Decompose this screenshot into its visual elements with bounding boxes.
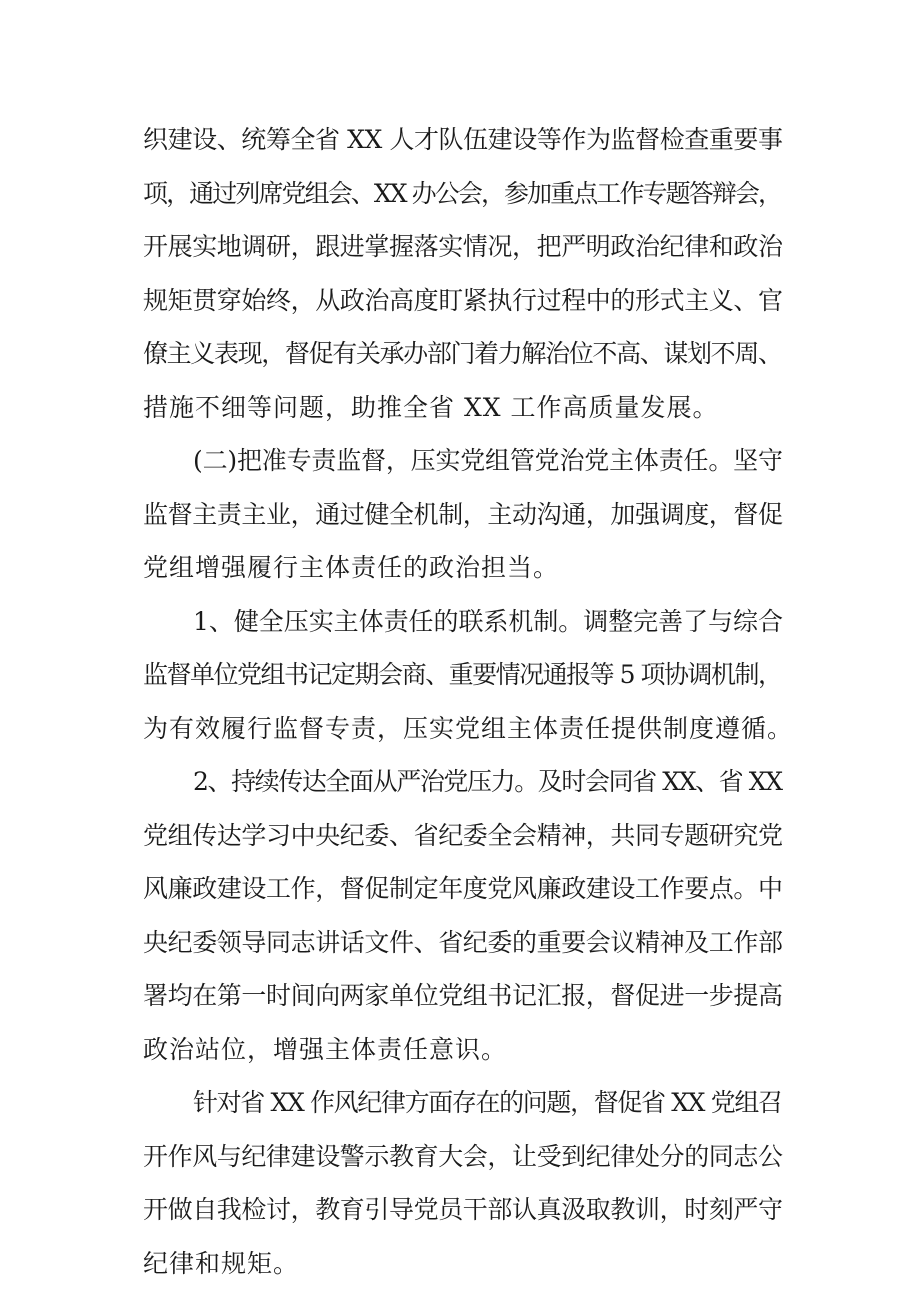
paragraph-line: 风廉政建设工作，督促制定年度党风廉政建设工作要点。中 — [143, 874, 783, 903]
paragraph — [143, 113, 783, 434]
paragraph-line: 署均在第一时间向两家单位党组书记汇报，督促进一步提高 — [143, 981, 783, 1010]
paragraph-line: 央纪委领导同志讲话文件、省纪委的重要会议精神及工作部 — [143, 927, 783, 957]
paragraph-line: 开展实地调研，跟进掌握落实情况，把严明政治纪律和政治 — [143, 232, 783, 261]
paragraph — [143, 595, 794, 756]
paragraph-line: 为有效履行监督专责，压实党组主体责任提供制度遵循。 — [143, 713, 794, 743]
paragraph-line: 规矩贯穿始终，从政治高度盯紧执行过程中的形式主义、官 — [143, 285, 783, 315]
paragraph-line: 项，通过列席党组会、XX 办公会，参加重点工作专题答辩会， — [143, 178, 782, 208]
paragraph — [143, 434, 783, 595]
paragraph — [143, 755, 783, 1076]
paragraph-line: 针对省 XX 作风纪律方面存在的问题，督促省 XX 党组召 — [193, 1088, 782, 1117]
paragraph-line: 政治站位，增强主体责任意识。 — [143, 1034, 508, 1064]
paragraph-line: (二)把准专责监督，压实党组管党治党主体责任。坚守 — [193, 446, 783, 475]
paragraph — [143, 1076, 783, 1290]
paragraph-line: 2、持续传达全面从严治党压力。及时会同省 XX、省 XX — [193, 767, 782, 796]
paragraph-line: 1、健全压实主体责任的联系机制。调整完善了与综合 — [193, 606, 783, 636]
paragraph-line: 织建设、统筹全省 XX 人才队伍建设等作为监督检查重要事 — [143, 125, 783, 154]
paragraph-line: 措施不细等问题，助推全省 XX 工作高质量发展。 — [143, 392, 719, 422]
paragraph-line: 党组传达学习中央纪委、省纪委全会精神，共同专题研究党 — [143, 820, 783, 850]
document-body — [143, 113, 794, 1290]
paragraph-line: 监督主责主业，通过健全机制，主动沟通，加强调度，督促 — [143, 499, 783, 529]
paragraph-line: 僚主义表现，督促有关承办部门着力解治位不高、谋划不周、 — [143, 339, 782, 368]
paragraph-line: 开作风与纪律建设警示教育大会，让受到纪律处分的同志公 — [143, 1141, 783, 1171]
paragraph-line: 监督单位党组书记定期会商、重要情况通报等 5 项协调机制， — [143, 660, 782, 689]
paragraph-line: 纪律和规矩。 — [143, 1248, 300, 1278]
paragraph-line: 开做自我检讨，教育引导党员干部认真汲取教训，时刻严守 — [143, 1195, 783, 1224]
paragraph-line: 党组增强履行主体责任的政治担当。 — [143, 553, 560, 582]
